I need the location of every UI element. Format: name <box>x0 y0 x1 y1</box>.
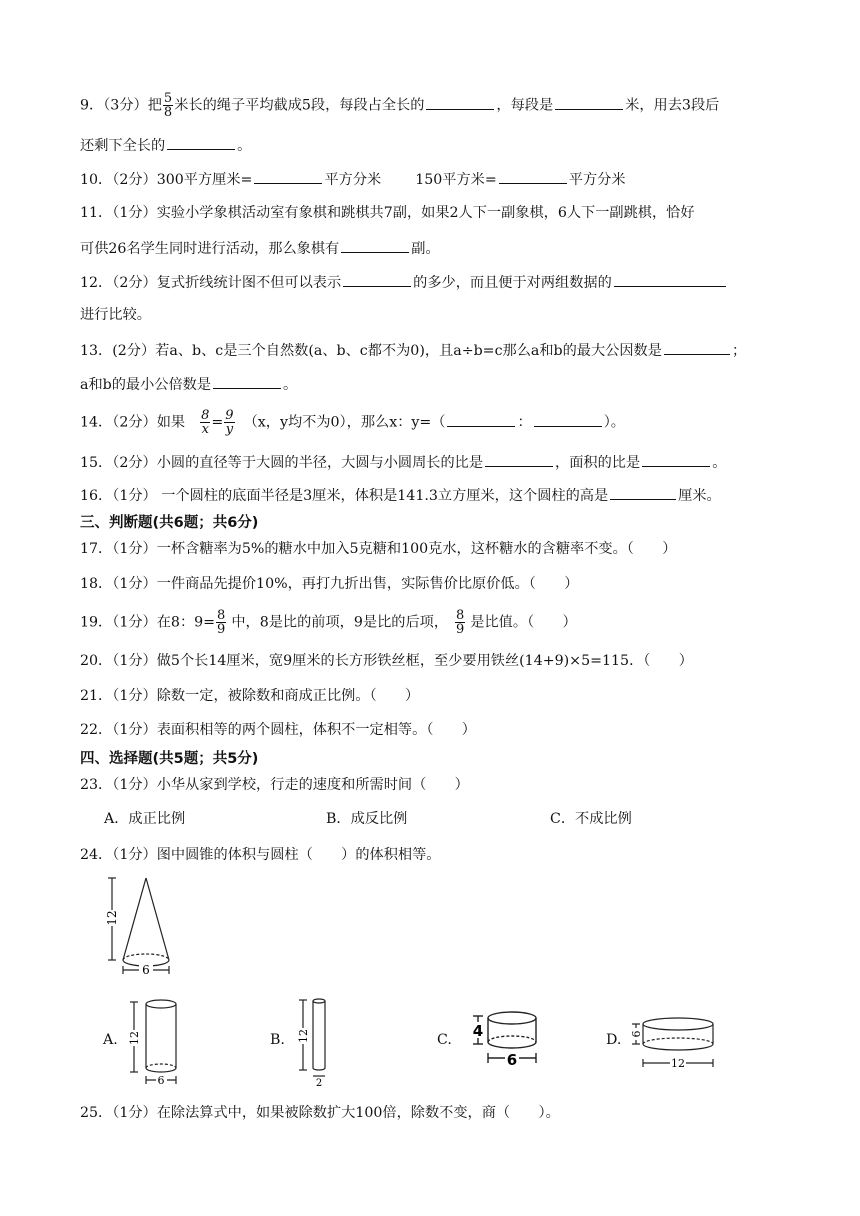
fraction-8-x: $\frac{8}{x}$ <box>201 408 210 437</box>
answer-blank[interactable] <box>664 339 730 355</box>
option-b[interactable]: B．成反比例 <box>326 811 408 827</box>
fraction-8-9: $\frac{8}{9}$ <box>217 608 226 637</box>
cylinder-c-figure[interactable] <box>464 1008 544 1074</box>
fraction-9-y: $\frac{9}{y}$ <box>225 408 234 437</box>
option-d-label[interactable]: D. <box>606 1032 622 1048</box>
question-14: 14．（2分）如果 $\frac{8}{x}$ = $\frac{9}{y}$ （x，y均不为0），那么x：y=（ ： ）。 <box>80 408 625 437</box>
option-a[interactable]: A．成正比例 <box>104 811 186 827</box>
question-17: 17．（1分）一杯含糖率为5%的糖水中加入5克糖和100克水，这杯糖水的含糖率不变。（ ） <box>80 541 677 557</box>
fraction-8-9: $\frac{8}{9}$ <box>456 608 465 637</box>
svg-text:2: 2 <box>315 1078 323 1088</box>
svg-text:12: 12 <box>128 1031 141 1045</box>
fraction-5-8: $\frac{5}{8}$ <box>163 91 173 120</box>
answer-blank[interactable] <box>610 484 676 500</box>
cylinder-d-figure[interactable] <box>628 1008 720 1074</box>
question-16: 16．（1分） 一个圆柱的底面半径是3厘米，体积是141.3立方厘米，这个圆柱的高是 厘米。 <box>80 484 721 506</box>
svg-text:6: 6 <box>157 1074 165 1087</box>
question-15: 15．（2分）小圆的直径等于大圆的半径，大圆与小圆周长的比是 ，面积的比是 。 <box>80 451 726 473</box>
option-c[interactable]: C．不成比例 <box>550 811 632 827</box>
answer-blank[interactable] <box>499 168 567 184</box>
question-23: 23．（1分）小华从家到学校，行走的速度和所需时间（ ） <box>80 777 469 793</box>
question-12-line-1: 12．（2分）复式折线统计图不但可以表示 的多少，而且便于对两组数据的 <box>80 271 728 293</box>
answer-blank[interactable] <box>343 271 411 287</box>
svg-text:12: 12 <box>671 1057 685 1070</box>
cone-height-label: 12 <box>105 910 119 926</box>
answer-blank[interactable] <box>485 451 553 467</box>
question-25: 25．（1分）在除法算式中，如果被除数扩大100倍，除数不变，商（ ）。 <box>80 1105 560 1121</box>
cylinder-a-figure[interactable] <box>124 996 184 1088</box>
answer-blank[interactable] <box>213 373 281 389</box>
answer-blank[interactable] <box>167 134 235 150</box>
cylinder-b-figure[interactable] <box>296 994 332 1088</box>
answer-blank[interactable] <box>254 168 322 184</box>
answer-blank[interactable] <box>555 94 623 110</box>
svg-text:6: 6 <box>630 1030 643 1038</box>
question-9-line-2: 还剩下全长的 。 <box>80 134 251 156</box>
question-10: 10．（2分）300平方厘米= 平方分米 150平方米= 平方分米 <box>80 168 626 190</box>
answer-blank[interactable] <box>447 411 515 427</box>
option-a-label[interactable]: A. <box>103 1032 118 1048</box>
answer-blank[interactable] <box>534 411 602 427</box>
question-19: 19．（1分）在8：9= $\frac{8}{9}$ 中，8是比的前项，9是比的后项， $\frac{8}{9}$ 是比值。（ ） <box>80 608 577 637</box>
question-22: 22．（1分）表面积相等的两个圆柱，体积不一定相等。（ ） <box>80 722 476 738</box>
question-13-line-1: 13．(2分）若a、b、c是三个自然数(a、b、c都不为0)，且a÷b=c那么a和b的最大公因数是 ； <box>80 339 746 361</box>
question-11-line-1: 11．（1分）实验小学象棋活动室有象棋和跳棋共7副，如果2人下一副象棋，6人下一副跳棋，恰好 <box>80 205 695 221</box>
question-20: 20．（1分）做5个长14厘米，宽9厘米的长方形铁丝框，至少要用铁丝(14+9)×5=115．（ ） <box>80 653 693 669</box>
question-18: 18．（1分）一件商品先提价10%，再打九折出售，实际售价比原价低。（ ） <box>80 576 579 592</box>
answer-blank[interactable] <box>614 271 726 287</box>
section-3-heading: 三、判断题(共6题；共6分) <box>80 515 259 531</box>
section-4-heading: 四、选择题(共5题；共5分) <box>80 751 259 767</box>
question-13-line-2: a和b的最小公倍数是 。 <box>80 373 297 395</box>
svg-text:4: 4 <box>472 1022 484 1040</box>
svg-text:6: 6 <box>506 1051 518 1069</box>
answer-blank[interactable] <box>426 94 494 110</box>
cone-diameter-label: 6 <box>142 963 150 977</box>
question-9-line-1: 9．（3分）把 $\frac{5}{8}$ 米长的绳子平均截成5段，每段占全长的 ，每段是 米，用去3段后 <box>80 91 720 120</box>
answer-blank[interactable] <box>642 451 710 467</box>
svg-text:12: 12 <box>297 1029 310 1043</box>
question-12-line-2: 进行比较。 <box>80 307 151 323</box>
option-b-label[interactable]: B. <box>270 1032 285 1048</box>
question-24: 24．（1分）图中圆锥的体积与圆柱（ ）的体积相等。 <box>80 847 441 863</box>
question-11-line-2: 可供26名学生同时进行活动，那么象棋有 副。 <box>80 237 440 259</box>
question-21: 21．（1分）除数一定，被除数和商成正比例。（ ） <box>80 688 420 704</box>
option-c-label[interactable]: C. <box>437 1032 452 1048</box>
cone-figure <box>100 872 186 984</box>
answer-blank[interactable] <box>341 237 409 253</box>
